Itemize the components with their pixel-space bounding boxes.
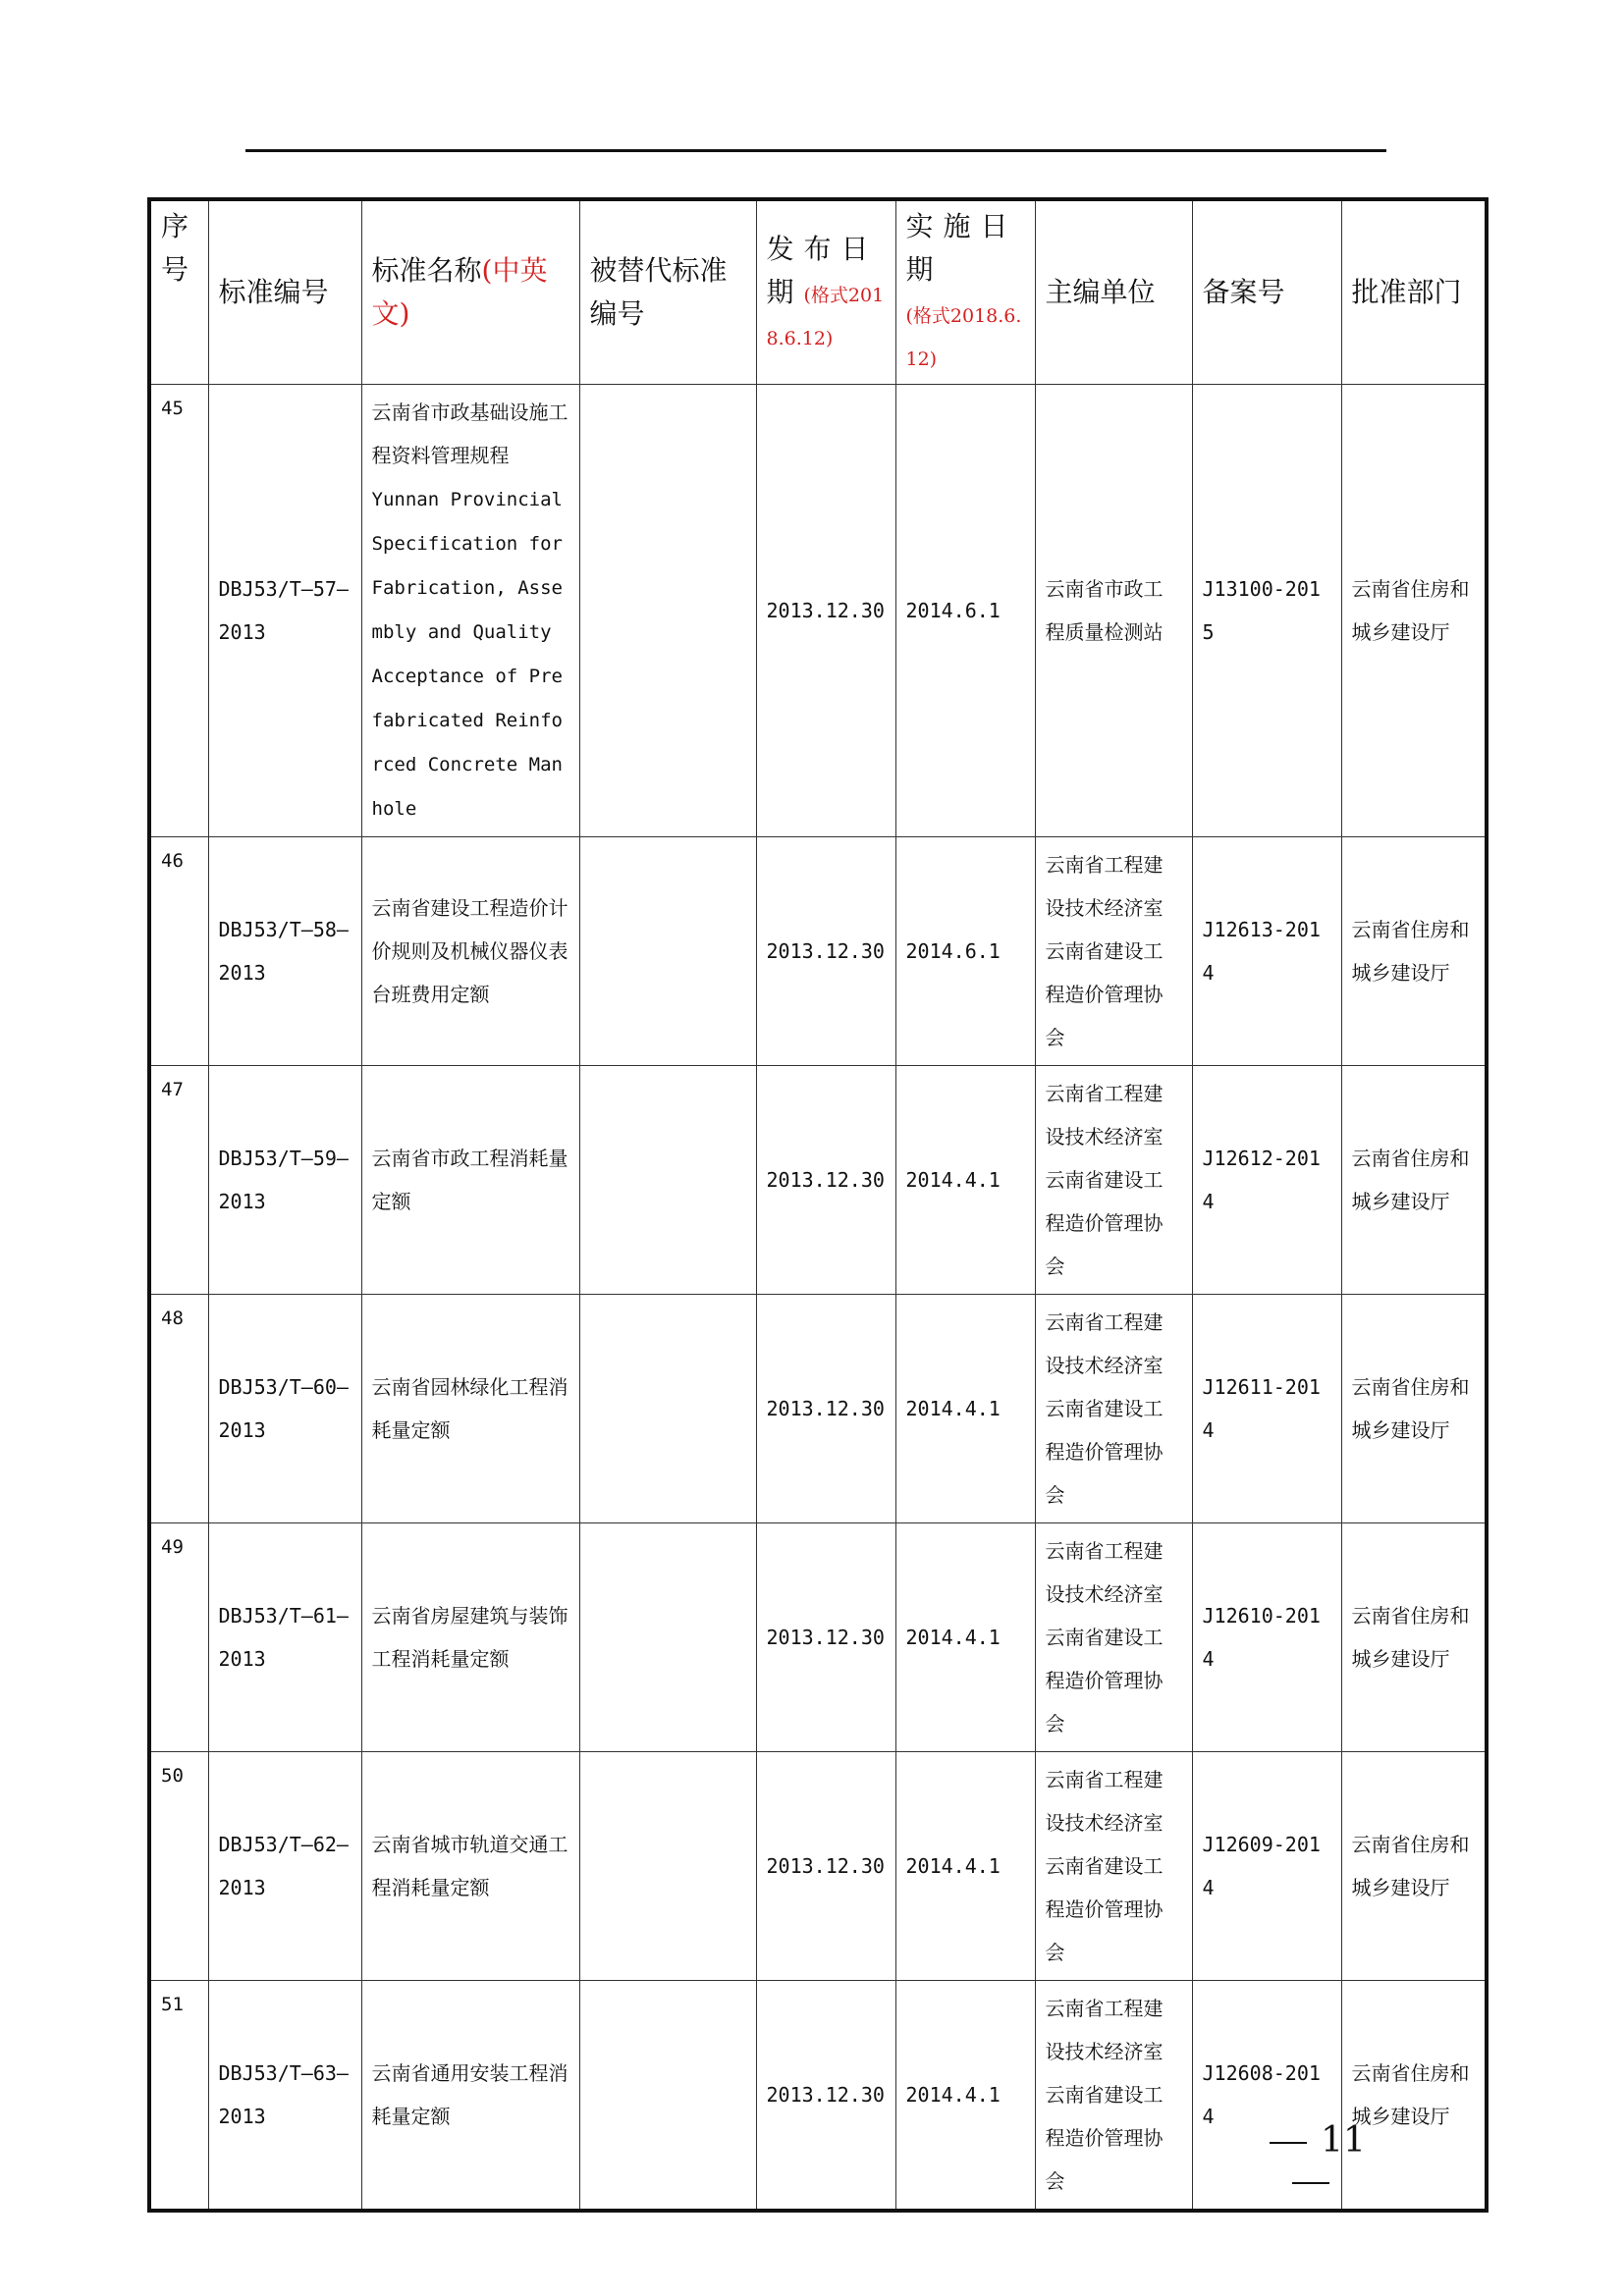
cell-publish-date: 2013.12.30 — [756, 1752, 895, 1981]
cell-impl-date: 2014.4.1 — [895, 1295, 1035, 1523]
cell-editor: 云南省工程建设技术经济室云南省建设工程造价管理协会 — [1035, 1523, 1192, 1752]
cell-name: 云南省园林绿化工程消耗量定额 — [361, 1295, 579, 1523]
cell-impl-date: 2014.4.1 — [895, 1981, 1035, 2212]
cell-std-no: DBJ53/T—63—2013 — [208, 1981, 361, 2212]
page-number — [1227, 2120, 1394, 2201]
cell-std-no: DBJ53/T—61—2013 — [208, 1523, 361, 1752]
cell-approver: 云南省住房和城乡建设厅 — [1341, 1981, 1487, 2212]
cell-publish-date: 2013.12.30 — [756, 1066, 895, 1295]
table-row — [149, 1295, 1487, 1523]
cell-replaced — [579, 1295, 756, 1523]
page-number-dash-left — [1270, 2142, 1307, 2144]
table-row — [149, 837, 1487, 1066]
cell-record-no: J12611-2014 — [1192, 1295, 1341, 1523]
standards-table — [147, 197, 1489, 2213]
cell-record-no: J12609-2014 — [1192, 1752, 1341, 1981]
page-number-value: 11 — [1321, 2120, 1366, 2161]
cell-record-no: J13100-2015 — [1192, 385, 1341, 837]
cell-replaced — [579, 385, 756, 837]
cell-impl-date: 2014.4.1 — [895, 1752, 1035, 1981]
header-name-note: (中英文) — [371, 254, 548, 330]
cell-approver: 云南省住房和城乡建设厅 — [1341, 1752, 1487, 1981]
table-header-row — [149, 199, 1487, 385]
cell-replaced — [579, 1066, 756, 1295]
cell-publish-date: 2013.12.30 — [756, 1295, 895, 1523]
cell-std-no: DBJ53/T—57—2013 — [208, 385, 361, 837]
header-publish-date: 发布日期(格式2018.6.12) — [756, 199, 895, 385]
cell-std-no: DBJ53/T—58—2013 — [208, 837, 361, 1066]
header-approver: 批准部门 — [1341, 199, 1487, 385]
cell-record-no: J12608-2014 — [1192, 1981, 1341, 2212]
cell-seq: 51 — [149, 1981, 208, 2212]
table-row — [149, 1523, 1487, 1752]
cell-record-no: J12610-2014 — [1192, 1523, 1341, 1752]
table-row — [149, 1752, 1487, 1981]
table-row — [149, 385, 1487, 837]
header-impl-date: 实施日期 (格式2018.6.12) — [895, 199, 1035, 385]
cell-approver: 云南省住房和城乡建设厅 — [1341, 1523, 1487, 1752]
cell-editor: 云南省工程建设技术经济室云南省建设工程造价管理协会 — [1035, 1981, 1192, 2212]
cell-std-no: DBJ53/T—60—2013 — [208, 1295, 361, 1523]
header-publish-note: (格式2018.6.12) — [766, 285, 885, 349]
cell-approver: 云南省住房和城乡建设厅 — [1341, 1066, 1487, 1295]
cell-seq: 45 — [149, 385, 208, 837]
header-rule — [245, 149, 1386, 152]
cell-publish-date: 2013.12.30 — [756, 1981, 895, 2212]
header-std-no: 标准编号 — [208, 199, 361, 385]
table-row — [149, 1066, 1487, 1295]
cell-seq: 47 — [149, 1066, 208, 1295]
cell-replaced — [579, 837, 756, 1066]
cell-name: 云南省建设工程造价计价规则及机械仪器仪表台班费用定额 — [361, 837, 579, 1066]
cell-approver: 云南省住房和城乡建设厅 — [1341, 1295, 1487, 1523]
header-seq: 序号 — [149, 199, 208, 385]
cell-replaced — [579, 1752, 756, 1981]
header-replaced: 被替代标准编号 — [579, 199, 756, 385]
cell-std-no: DBJ53/T—59—2013 — [208, 1066, 361, 1295]
cell-impl-date: 2014.6.1 — [895, 837, 1035, 1066]
cell-impl-date: 2014.6.1 — [895, 385, 1035, 837]
header-editor: 主编单位 — [1035, 199, 1192, 385]
header-record-no: 备案号 — [1192, 199, 1341, 385]
cell-publish-date: 2013.12.30 — [756, 1523, 895, 1752]
cell-publish-date: 2013.12.30 — [756, 837, 895, 1066]
header-impl-note: (格式2018.6.12) — [905, 305, 1022, 370]
header-name: 标准名称(中英文) — [361, 199, 579, 385]
cell-impl-date: 2014.4.1 — [895, 1523, 1035, 1752]
cell-editor: 云南省工程建设技术经济室云南省建设工程造价管理协会 — [1035, 1295, 1192, 1523]
cell-name: 云南省城市轨道交通工程消耗量定额 — [361, 1752, 579, 1981]
cell-name: 云南省市政基础设施工程资料管理规程 Yunnan Provincial Specification for Fabrication, Assembly and Quality Acceptance of Prefabricated Reinforced Concrete Manhole — [361, 385, 579, 837]
cell-replaced — [579, 1981, 756, 2212]
cell-record-no: J12613-2014 — [1192, 837, 1341, 1066]
cell-editor: 云南省工程建设技术经济室云南省建设工程造价管理协会 — [1035, 1066, 1192, 1295]
cell-record-no: J12612-2014 — [1192, 1066, 1341, 1295]
cell-name: 云南省市政工程消耗量定额 — [361, 1066, 579, 1295]
cell-seq: 48 — [149, 1295, 208, 1523]
cell-publish-date: 2013.12.30 — [756, 385, 895, 837]
cell-std-no: DBJ53/T—62—2013 — [208, 1752, 361, 1981]
cell-name: 云南省房屋建筑与装饰工程消耗量定额 — [361, 1523, 579, 1752]
cell-name-en: Yunnan Provincial Specification for Fabrication, Assembly and Quality Acceptance of Prefabricated Reinforced Concrete Manhole — [371, 489, 563, 820]
cell-seq: 50 — [149, 1752, 208, 1981]
cell-editor: 云南省工程建设技术经济室云南省建设工程造价管理协会 — [1035, 1752, 1192, 1981]
cell-editor: 云南省市政工程质量检测站 — [1035, 385, 1192, 837]
cell-name: 云南省通用安装工程消耗量定额 — [361, 1981, 579, 2212]
page-number-dash-right — [1292, 2182, 1329, 2184]
cell-editor: 云南省工程建设技术经济室云南省建设工程造价管理协会 — [1035, 837, 1192, 1066]
cell-approver: 云南省住房和城乡建设厅 — [1341, 837, 1487, 1066]
cell-impl-date: 2014.4.1 — [895, 1066, 1035, 1295]
cell-replaced — [579, 1523, 756, 1752]
cell-approver: 云南省住房和城乡建设厅 — [1341, 385, 1487, 837]
cell-seq: 49 — [149, 1523, 208, 1752]
cell-seq: 46 — [149, 837, 208, 1066]
